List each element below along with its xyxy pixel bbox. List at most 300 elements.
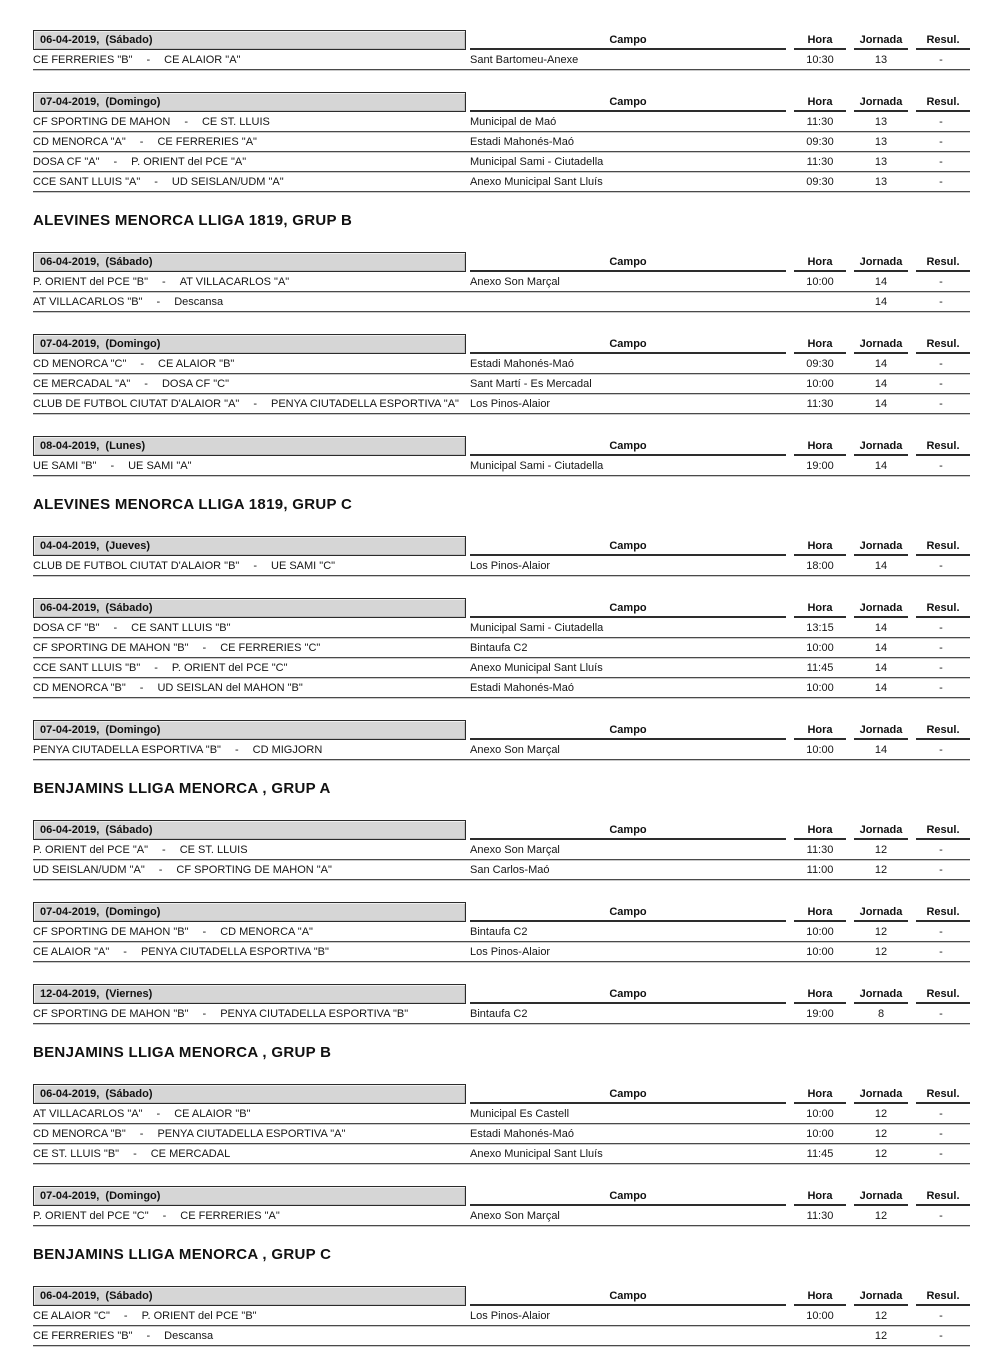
fixture-table bbox=[33, 982, 970, 1024]
resul-column-header: Resul. bbox=[916, 1290, 970, 1306]
resul-cell: - bbox=[939, 397, 943, 410]
resul-cell: - bbox=[939, 155, 943, 168]
home-team: CD MENORCA "C" bbox=[33, 357, 127, 370]
league-section bbox=[33, 780, 970, 1024]
campo-cell: Anexo Son Marçal bbox=[470, 1209, 560, 1222]
table-rows bbox=[33, 456, 970, 476]
date-label: 06-04-2019, (Sábado) bbox=[40, 1290, 153, 1302]
fixture-table bbox=[33, 90, 970, 192]
hora-column-header: Hora bbox=[794, 906, 846, 922]
fixture-row bbox=[33, 1144, 970, 1164]
date-header bbox=[33, 1186, 466, 1206]
away-team: CE ALAIOR "B" bbox=[158, 357, 235, 370]
match-cell bbox=[33, 1210, 466, 1222]
resul-column-header: Resul. bbox=[916, 1088, 970, 1104]
home-team: CCE SANT LLUIS "B" bbox=[33, 661, 141, 674]
fixture-table bbox=[33, 1082, 970, 1164]
campo-cell: Anexo Municipal Sant Lluís bbox=[470, 175, 603, 188]
date-label: 06-04-2019, (Sábado) bbox=[40, 824, 153, 836]
away-team: P. ORIENT del PCE "A" bbox=[131, 155, 247, 168]
campo-column-header: Campo bbox=[470, 440, 786, 456]
home-team: CD MENORCA "B" bbox=[33, 1127, 126, 1140]
vs-separator: - bbox=[123, 945, 127, 958]
away-team: CF SPORTING DE MAHON "A" bbox=[176, 863, 332, 876]
section-title: BENJAMINS LLIGA MENORCA , GRUP A bbox=[33, 780, 331, 797]
jornada-column-header: Jornada bbox=[854, 724, 908, 740]
hora-cell: 10:00 bbox=[806, 275, 834, 288]
home-team: CF SPORTING DE MAHON "B" bbox=[33, 925, 189, 938]
table-header-row bbox=[33, 434, 970, 456]
date-label: 08-04-2019, (Lunes) bbox=[40, 440, 146, 452]
campo-cell: Anexo Son Marçal bbox=[470, 275, 560, 288]
fixture-row bbox=[33, 172, 970, 192]
campo-cell: Bintaufa C2 bbox=[470, 1007, 528, 1020]
fixture-table bbox=[33, 28, 970, 70]
jornada-cell: 14 bbox=[874, 295, 888, 308]
date-label: 06-04-2019, (Sábado) bbox=[40, 1088, 153, 1100]
match-cell bbox=[33, 460, 466, 472]
fixture-table bbox=[33, 434, 970, 476]
vs-separator: - bbox=[162, 843, 166, 856]
hora-cell: 10:00 bbox=[806, 681, 834, 694]
home-team: CF SPORTING DE MAHON bbox=[33, 115, 171, 128]
resul-cell: - bbox=[939, 559, 943, 572]
fixture-row bbox=[33, 112, 970, 132]
resul-cell: - bbox=[939, 1107, 943, 1120]
table-rows bbox=[33, 1004, 970, 1024]
table-rows bbox=[33, 50, 970, 70]
home-team: DOSA CF "A" bbox=[33, 155, 100, 168]
away-team: CD MIGJORN bbox=[252, 743, 323, 756]
resul-cell: - bbox=[939, 115, 943, 128]
away-team: CD MENORCA "A" bbox=[220, 925, 313, 938]
campo-cell: Anexo Son Marçal bbox=[470, 843, 560, 856]
campo-column-header: Campo bbox=[470, 602, 786, 618]
jornada-column-header: Jornada bbox=[854, 824, 908, 840]
resul-cell: - bbox=[939, 621, 943, 634]
hora-cell: 11:30 bbox=[806, 115, 834, 128]
date-header bbox=[33, 820, 466, 840]
hora-column-header: Hora bbox=[794, 1290, 846, 1306]
match-cell bbox=[33, 54, 466, 66]
date-label: 06-04-2019, (Sábado) bbox=[40, 602, 153, 614]
campo-column-header: Campo bbox=[470, 256, 786, 272]
jornada-column-header: Jornada bbox=[854, 96, 908, 112]
table-rows bbox=[33, 1104, 970, 1164]
fixture-table bbox=[33, 718, 970, 760]
campo-cell: Estadi Mahonés-Maó bbox=[470, 1127, 574, 1140]
away-team: Descansa bbox=[164, 1329, 214, 1342]
resul-cell: - bbox=[939, 681, 943, 694]
home-team: AT VILLACARLOS "B" bbox=[33, 295, 143, 308]
hora-column-header: Hora bbox=[794, 1088, 846, 1104]
campo-column-header: Campo bbox=[470, 338, 786, 354]
match-cell bbox=[33, 116, 466, 128]
home-team: CF SPORTING DE MAHON "B" bbox=[33, 641, 189, 654]
date-label: 06-04-2019, (Sábado) bbox=[40, 256, 153, 268]
vs-separator: - bbox=[184, 115, 188, 128]
jornada-column-header: Jornada bbox=[854, 1088, 908, 1104]
league-section bbox=[33, 212, 970, 476]
match-cell bbox=[33, 1148, 466, 1160]
campo-cell: Sant Martí - Es Mercadal bbox=[470, 377, 592, 390]
jornada-column-header: Jornada bbox=[854, 256, 908, 272]
jornada-cell: 12 bbox=[874, 1127, 888, 1140]
resul-cell: - bbox=[939, 1309, 943, 1322]
date-header bbox=[33, 92, 466, 112]
vs-separator: - bbox=[162, 1209, 167, 1222]
away-team: UD SEISLAN/UDM "A" bbox=[171, 175, 284, 188]
match-cell bbox=[33, 176, 466, 188]
fixture-row bbox=[33, 922, 970, 942]
fixture-row bbox=[33, 1206, 970, 1226]
table-header-row bbox=[33, 900, 970, 922]
table-rows bbox=[33, 618, 970, 698]
section-title: BENJAMINS LLIGA MENORCA , GRUP C bbox=[33, 1246, 332, 1263]
resul-column-header: Resul. bbox=[916, 34, 970, 50]
fixture-row bbox=[33, 394, 970, 414]
fixture-row bbox=[33, 678, 970, 698]
vs-separator: - bbox=[140, 357, 145, 370]
resul-column-header: Resul. bbox=[916, 824, 970, 840]
campo-column-header: Campo bbox=[470, 96, 786, 112]
table-header-row bbox=[33, 818, 970, 840]
resul-column-header: Resul. bbox=[916, 988, 970, 1004]
jornada-cell: 12 bbox=[874, 1107, 888, 1120]
fixture-row bbox=[33, 1004, 970, 1024]
jornada-cell: 13 bbox=[874, 155, 888, 168]
vs-separator: - bbox=[162, 275, 166, 288]
away-team: CE FERRERIES "A" bbox=[157, 135, 257, 148]
campo-cell: Municipal Sami - Ciutadella bbox=[470, 155, 604, 168]
campo-cell: Los Pinos-Alaior bbox=[470, 559, 551, 572]
campo-column-header: Campo bbox=[470, 1190, 786, 1206]
fixture-table bbox=[33, 1184, 970, 1226]
campo-column-header: Campo bbox=[470, 540, 786, 556]
table-header-row bbox=[33, 718, 970, 740]
date-header bbox=[33, 1286, 466, 1306]
date-header bbox=[33, 334, 466, 354]
date-label: 07-04-2019, (Domingo) bbox=[40, 1190, 161, 1202]
fixture-row bbox=[33, 942, 970, 962]
campo-cell: Municipal Es Castell bbox=[470, 1107, 570, 1120]
fixture-table bbox=[33, 250, 970, 312]
fixture-table bbox=[33, 596, 970, 698]
vs-separator: - bbox=[133, 1147, 137, 1160]
match-cell bbox=[33, 1128, 466, 1140]
jornada-cell: 13 bbox=[874, 53, 888, 66]
hora-column-header: Hora bbox=[794, 540, 846, 556]
fixture-row bbox=[33, 658, 970, 678]
away-team: CE SANT LLUIS "B" bbox=[131, 621, 231, 634]
match-cell bbox=[33, 276, 466, 288]
table-rows bbox=[33, 556, 970, 576]
resul-cell: - bbox=[939, 945, 943, 958]
away-team: DOSA CF "C" bbox=[161, 377, 230, 390]
match-cell bbox=[33, 156, 466, 168]
match-cell bbox=[33, 296, 466, 308]
resul-cell: - bbox=[939, 661, 943, 674]
date-label: 12-04-2019, (Viernes) bbox=[40, 988, 153, 1000]
away-team: UD SEISLAN del MAHON "B" bbox=[157, 681, 303, 694]
away-team: AT VILLACARLOS "A" bbox=[179, 275, 290, 288]
fixture-table bbox=[33, 332, 970, 414]
fixture-row bbox=[33, 618, 970, 638]
vs-separator: - bbox=[202, 925, 207, 938]
table-rows bbox=[33, 740, 970, 760]
section-tables bbox=[33, 250, 970, 476]
away-team: PENYA CIUTADELLA ESPORTIVA "B" bbox=[140, 945, 329, 958]
vs-separator: - bbox=[139, 135, 144, 148]
date-header bbox=[33, 598, 466, 618]
resul-cell: - bbox=[939, 1147, 943, 1160]
fixture-row bbox=[33, 860, 970, 880]
match-cell bbox=[33, 1330, 466, 1342]
fixture-row bbox=[33, 840, 970, 860]
fixture-row bbox=[33, 1306, 970, 1326]
campo-column-header: Campo bbox=[470, 34, 786, 50]
campo-cell: Los Pinos-Alaior bbox=[470, 945, 551, 958]
home-team: UD SEISLAN/UDM "A" bbox=[33, 863, 145, 876]
fixture-row bbox=[33, 740, 970, 760]
resul-cell: - bbox=[939, 925, 943, 938]
resul-cell: - bbox=[939, 459, 943, 472]
table-rows bbox=[33, 354, 970, 414]
table-rows bbox=[33, 922, 970, 962]
resul-column-header: Resul. bbox=[916, 906, 970, 922]
hora-column-header: Hora bbox=[794, 988, 846, 1004]
league-section bbox=[33, 496, 970, 760]
campo-cell: Anexo Municipal Sant Lluís bbox=[470, 661, 603, 674]
table-rows bbox=[33, 840, 970, 880]
hora-column-header: Hora bbox=[794, 34, 846, 50]
hora-cell: 11:45 bbox=[806, 661, 834, 674]
hora-cell: 19:00 bbox=[806, 459, 834, 472]
resul-column-header: Resul. bbox=[916, 1190, 970, 1206]
table-header-row bbox=[33, 250, 970, 272]
hora-cell: 09:30 bbox=[806, 135, 834, 148]
jornada-cell: 14 bbox=[874, 743, 888, 756]
jornada-cell: 14 bbox=[874, 681, 888, 694]
table-rows bbox=[33, 272, 970, 312]
away-team: PENYA CIUTADELLA ESPORTIVA "B" bbox=[220, 1007, 409, 1020]
home-team: CD MENORCA "B" bbox=[33, 681, 126, 694]
table-header-row bbox=[33, 982, 970, 1004]
home-team: CF SPORTING DE MAHON "B" bbox=[33, 1007, 189, 1020]
hora-column-header: Hora bbox=[794, 338, 846, 354]
hora-cell: 10:30 bbox=[806, 53, 834, 66]
jornada-column-header: Jornada bbox=[854, 906, 908, 922]
table-header-row bbox=[33, 596, 970, 618]
match-cell bbox=[33, 844, 466, 856]
match-cell bbox=[33, 926, 466, 938]
away-team: CE ALAIOR "B" bbox=[174, 1107, 251, 1120]
jornada-cell: 13 bbox=[874, 175, 888, 188]
home-team: CE MERCADAL "A" bbox=[33, 377, 131, 390]
hora-cell: 10:00 bbox=[806, 1127, 834, 1140]
home-team: CLUB DE FUTBOL CIUTAT D'ALAIOR "A" bbox=[33, 397, 240, 410]
vs-separator: - bbox=[123, 1309, 128, 1322]
table-rows bbox=[33, 112, 970, 192]
jornada-column-header: Jornada bbox=[854, 440, 908, 456]
vs-separator: - bbox=[234, 743, 239, 756]
away-team: P. ORIENT del PCE "B" bbox=[141, 1309, 257, 1322]
campo-column-header: Campo bbox=[470, 1088, 786, 1104]
resul-cell: - bbox=[939, 1209, 943, 1222]
table-header-row bbox=[33, 90, 970, 112]
jornada-cell: 14 bbox=[874, 661, 888, 674]
home-team: CE ST. LLUIS "B" bbox=[33, 1147, 120, 1160]
campo-cell: Bintaufa C2 bbox=[470, 925, 528, 938]
home-team: AT VILLACARLOS "A" bbox=[33, 1107, 143, 1120]
fixture-row bbox=[33, 1326, 970, 1346]
home-team: P. ORIENT del PCE "B" bbox=[33, 275, 149, 288]
jornada-cell: 12 bbox=[874, 843, 888, 856]
hora-cell: 18:00 bbox=[806, 559, 834, 572]
hora-column-header: Hora bbox=[794, 96, 846, 112]
vs-separator: - bbox=[158, 863, 163, 876]
date-header bbox=[33, 902, 466, 922]
campo-cell: Municipal de Maó bbox=[470, 115, 557, 128]
match-cell bbox=[33, 622, 466, 634]
vs-separator: - bbox=[156, 1107, 161, 1120]
jornada-cell: 12 bbox=[874, 1209, 888, 1222]
campo-cell: Estadi Mahonés-Maó bbox=[470, 681, 574, 694]
home-team: CLUB DE FUTBOL CIUTAT D'ALAIOR "B" bbox=[33, 559, 240, 572]
hora-cell: 09:30 bbox=[806, 357, 834, 370]
section-tables bbox=[33, 28, 970, 192]
hora-cell: 13:15 bbox=[806, 621, 834, 634]
fixture-row bbox=[33, 1124, 970, 1144]
campo-cell: Bintaufa C2 bbox=[470, 641, 528, 654]
away-team: UE SAMI "A" bbox=[128, 459, 192, 472]
resul-column-header: Resul. bbox=[916, 338, 970, 354]
away-team: PENYA CIUTADELLA ESPORTIVA "A" bbox=[271, 397, 459, 410]
home-team: P. ORIENT del PCE "C" bbox=[33, 1209, 149, 1222]
league-section bbox=[33, 1044, 970, 1226]
match-cell bbox=[33, 398, 466, 410]
resul-cell: - bbox=[939, 1007, 943, 1020]
hora-cell: 10:00 bbox=[806, 1107, 834, 1120]
hora-cell: 11:30 bbox=[806, 397, 834, 410]
jornada-cell: 14 bbox=[874, 357, 888, 370]
jornada-column-header: Jornada bbox=[854, 338, 908, 354]
jornada-cell: 13 bbox=[874, 115, 888, 128]
table-rows bbox=[33, 1306, 970, 1346]
jornada-cell: 12 bbox=[874, 863, 888, 876]
vs-separator: - bbox=[144, 377, 148, 390]
jornada-cell: 14 bbox=[874, 397, 888, 410]
home-team: P. ORIENT del PCE "A" bbox=[33, 843, 149, 856]
away-team: CE FERRERIES "A" bbox=[180, 1209, 280, 1222]
campo-cell: Estadi Mahonés-Maó bbox=[470, 135, 574, 148]
campo-column-header: Campo bbox=[470, 906, 786, 922]
resul-column-header: Resul. bbox=[916, 96, 970, 112]
campo-cell: Los Pinos-Alaior bbox=[470, 1309, 551, 1322]
vs-separator: - bbox=[202, 641, 207, 654]
match-cell bbox=[33, 662, 466, 674]
home-team: DOSA CF "B" bbox=[33, 621, 100, 634]
vs-separator: - bbox=[146, 53, 151, 66]
date-label: 04-04-2019, (Jueves) bbox=[40, 540, 151, 552]
jornada-column-header: Jornada bbox=[854, 1190, 908, 1206]
away-team: PENYA CIUTADELLA ESPORTIVA "A" bbox=[157, 1127, 346, 1140]
campo-cell: Anexo Son Marçal bbox=[470, 743, 560, 756]
match-cell bbox=[33, 864, 466, 876]
date-header bbox=[33, 536, 466, 556]
match-cell bbox=[33, 1310, 466, 1322]
resul-cell: - bbox=[939, 1127, 943, 1140]
table-header-row bbox=[33, 1284, 970, 1306]
away-team: CE ST. LLUIS bbox=[179, 843, 248, 856]
fixture-table bbox=[33, 900, 970, 962]
hora-cell: 11:00 bbox=[806, 863, 834, 876]
jornada-column-header: Jornada bbox=[854, 1290, 908, 1306]
match-cell bbox=[33, 1108, 466, 1120]
resul-cell: - bbox=[939, 53, 943, 66]
jornada-cell: 14 bbox=[874, 641, 888, 654]
vs-separator: - bbox=[253, 397, 257, 410]
vs-separator: - bbox=[154, 661, 158, 674]
resul-column-header: Resul. bbox=[916, 256, 970, 272]
section-title: ALEVINES MENORCA LLIGA 1819, GRUP B bbox=[33, 212, 353, 229]
resul-cell: - bbox=[939, 377, 943, 390]
fixture-row bbox=[33, 556, 970, 576]
home-team: CCE SANT LLUIS "A" bbox=[33, 175, 141, 188]
fixture-row bbox=[33, 132, 970, 152]
fixture-row bbox=[33, 354, 970, 374]
hora-column-header: Hora bbox=[794, 1190, 846, 1206]
hora-cell: 10:00 bbox=[806, 925, 834, 938]
date-label: 06-04-2019, (Sábado) bbox=[40, 34, 153, 46]
hora-cell: 10:00 bbox=[806, 641, 834, 654]
table-header-row bbox=[33, 28, 970, 50]
resul-cell: - bbox=[939, 1329, 943, 1342]
league-section bbox=[33, 28, 970, 192]
hora-column-header: Hora bbox=[794, 724, 846, 740]
vs-separator: - bbox=[154, 175, 158, 188]
jornada-cell: 12 bbox=[874, 1329, 888, 1342]
resul-cell: - bbox=[939, 863, 943, 876]
hora-cell: 11:30 bbox=[806, 155, 834, 168]
hora-cell: 11:45 bbox=[806, 1147, 834, 1160]
resul-cell: - bbox=[939, 641, 943, 654]
fixture-row bbox=[33, 272, 970, 292]
match-cell bbox=[33, 1008, 466, 1020]
hora-cell: 09:30 bbox=[806, 175, 834, 188]
resul-cell: - bbox=[939, 275, 943, 288]
hora-cell: 10:00 bbox=[806, 1309, 834, 1322]
date-label: 07-04-2019, (Domingo) bbox=[40, 338, 161, 350]
vs-separator: - bbox=[139, 681, 144, 694]
vs-separator: - bbox=[253, 559, 257, 572]
section-tables bbox=[33, 818, 970, 1024]
jornada-cell: 12 bbox=[874, 925, 888, 938]
jornada-column-header: Jornada bbox=[854, 540, 908, 556]
resul-cell: - bbox=[939, 743, 943, 756]
date-header bbox=[33, 720, 466, 740]
table-header-row bbox=[33, 332, 970, 354]
vs-separator: - bbox=[146, 1329, 151, 1342]
fixture-row bbox=[33, 456, 970, 476]
match-cell bbox=[33, 642, 466, 654]
away-team: CE MERCADAL bbox=[150, 1147, 231, 1160]
hora-cell: 19:00 bbox=[806, 1007, 834, 1020]
date-label: 07-04-2019, (Domingo) bbox=[40, 724, 161, 736]
resul-cell: - bbox=[939, 175, 943, 188]
home-team: CE FERRERIES "B" bbox=[33, 1329, 133, 1342]
table-header-row bbox=[33, 534, 970, 556]
